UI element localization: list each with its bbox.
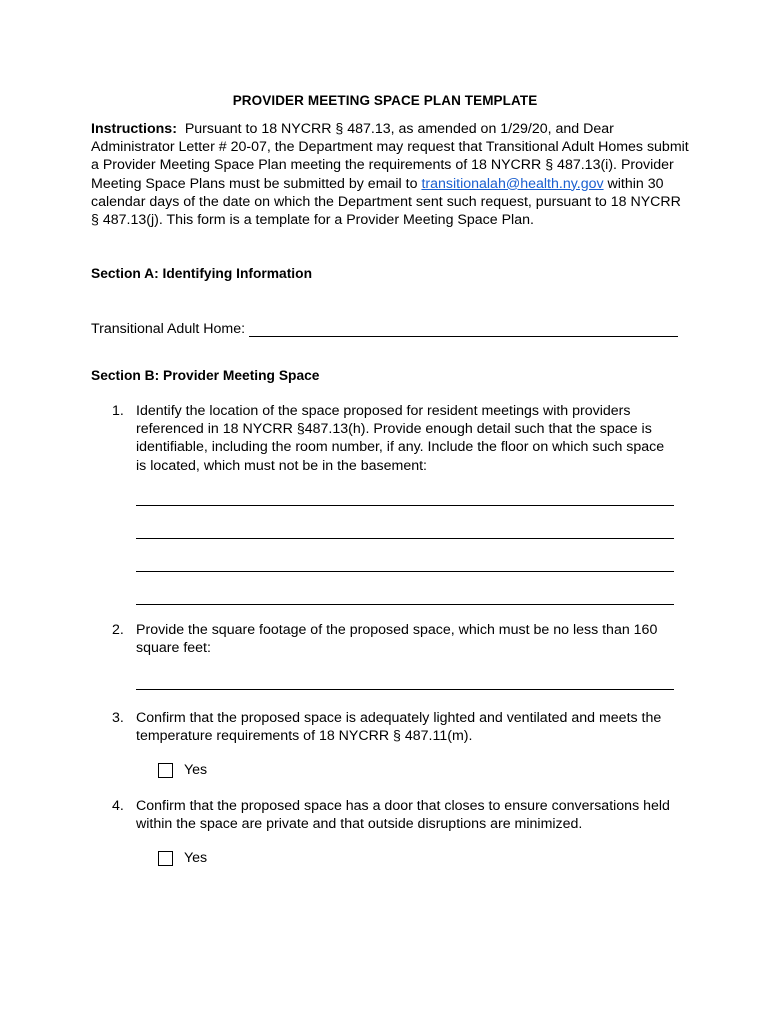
question-text: Provide the square footage of the proposed space, which must be no less than 160 square feet: — [136, 622, 658, 657]
email-link[interactable]: transitionalah@health.ny.gov — [421, 175, 604, 192]
instructions-text-continued: within 30 calendar days of the date on which the Department sent such request, pursuant to 18 NYCRR § 487.13(j). This form is a template for a Provider Meeting Space Plan. — [91, 175, 681, 229]
question-number: 3. — [112, 710, 124, 726]
answer-line-1b[interactable] — [136, 538, 674, 539]
question-number: 2. — [112, 622, 124, 638]
answer-line-1d[interactable] — [136, 604, 674, 605]
yes-checkbox-label: Yes — [184, 850, 208, 866]
transitional-adult-home-field — [91, 320, 678, 337]
page-title: PROVIDER MEETING SPACE PLAN TEMPLATE — [232, 93, 538, 108]
instructions-paragraph — [91, 120, 691, 229]
yes-checkbox-row-3 — [158, 762, 207, 778]
question-1 — [112, 402, 677, 475]
yes-checkbox-row-4 — [158, 850, 207, 866]
transitional-adult-home-input[interactable] — [249, 320, 678, 337]
question-text: Confirm that the proposed space is adequately lighted and ventilated and meets the temperature requirements of 18 NYCRR § 487.11(m). — [136, 710, 662, 745]
section-a-heading: Section A: Identifying Information — [91, 266, 312, 281]
question-text: Confirm that the proposed space has a door that closes to ensure conversations held within the space are private and that outside disruptions are minimized. — [136, 798, 670, 833]
section-b-heading: Section B: Provider Meeting Space — [91, 368, 320, 383]
transitional-adult-home-label: Transitional Adult Home: — [91, 321, 246, 337]
question-number: 4. — [112, 798, 124, 814]
question-2 — [112, 621, 677, 657]
question-text: Identify the location of the space proposed for resident meetings with providers referenced in 18 NYCRR §487.13(h). Provide enough detail such that the space is identifiable, including the room number, if any. Include the floor on which such space is located, which must not be in the basement: — [136, 403, 665, 474]
question-3 — [112, 709, 677, 745]
yes-checkbox[interactable] — [158, 851, 173, 866]
answer-line-2[interactable] — [136, 689, 674, 690]
yes-checkbox[interactable] — [158, 763, 173, 778]
answer-line-1a[interactable] — [136, 505, 674, 506]
instructions-label: Instructions: — [91, 121, 177, 137]
yes-checkbox-label: Yes — [184, 762, 208, 778]
question-4 — [112, 797, 677, 833]
answer-line-1c[interactable] — [136, 571, 674, 572]
instructions-text: Pursuant to 18 NYCRR § 487.13, as amended on 1/29/20, and Dear Administrator Letter # 20-07, the Department may request that Transitional Adult Homes submit a Provider Meeting Space Plan meeting the requirements of 18 NYCRR § 487.13(i). Provider Meeting Space Plans must be submitted by email to — [91, 121, 689, 192]
question-number: 1. — [112, 403, 124, 419]
